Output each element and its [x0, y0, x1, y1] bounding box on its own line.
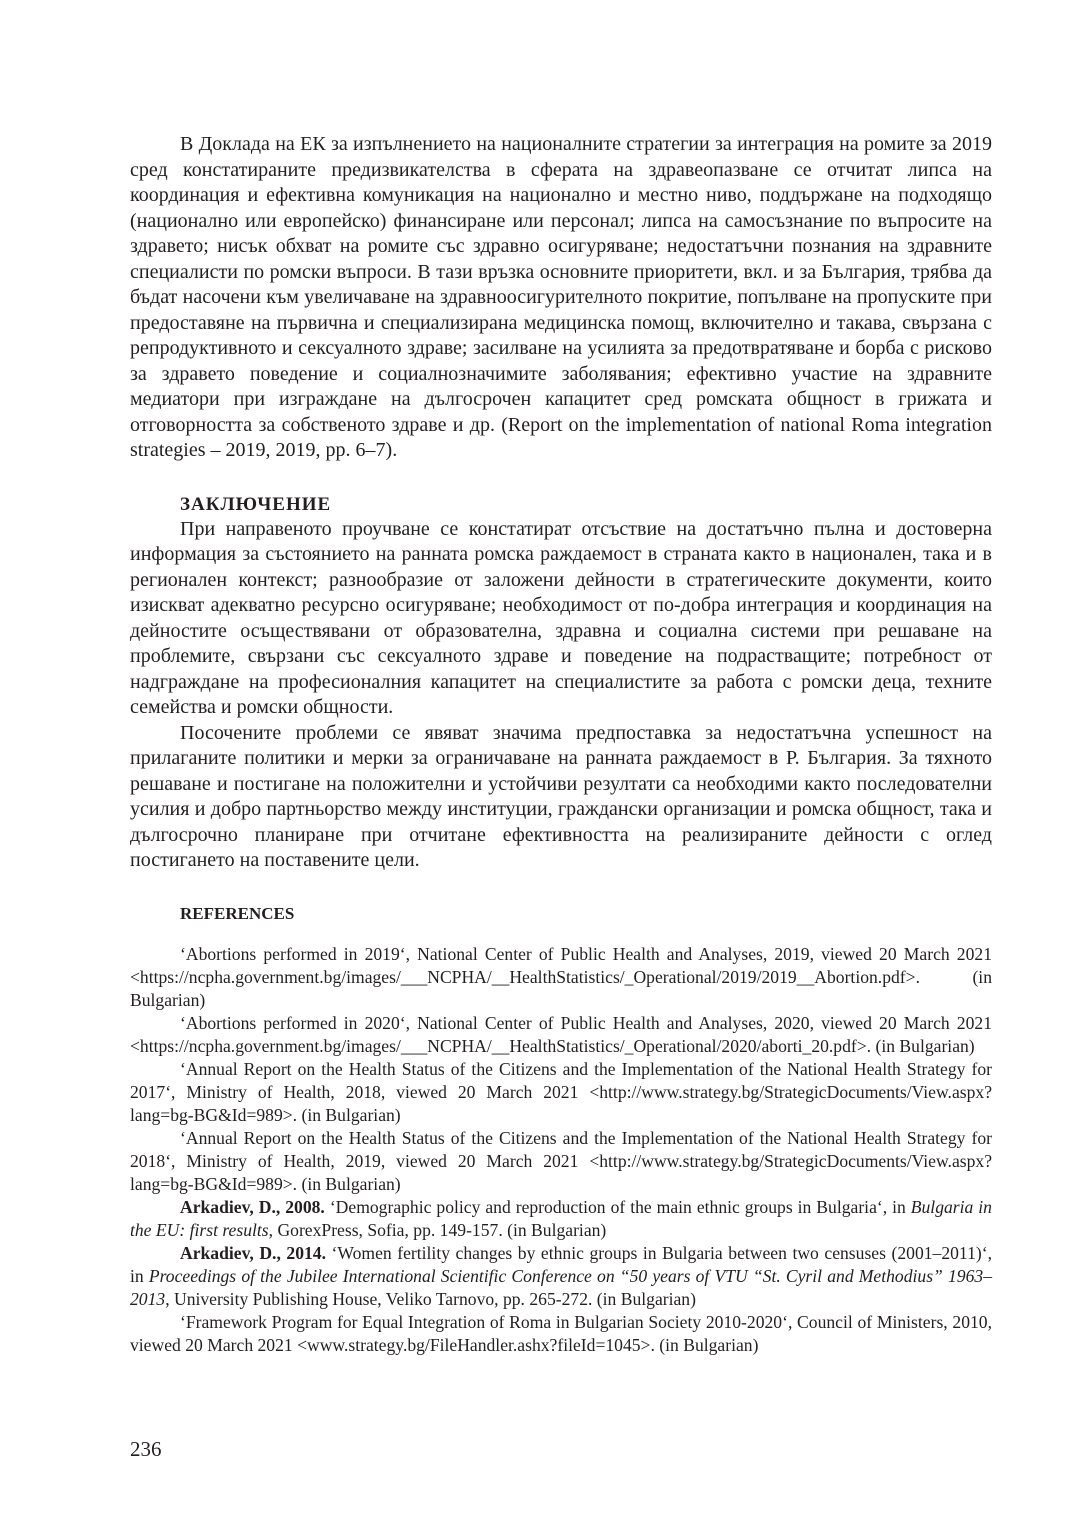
reference-source: Proceedings of the Jubilee International Scientific Conference on “50 years of VTU “St. Cyril and Methodius” 1963–2013 [130, 1265, 992, 1309]
reference-text: ‘Annual Report on the Health Status of the Citizens and the Implementation of the National Health Strategy for 2017‘, Ministry of Health, 2018, viewed 20 March 2021 <http://www.strategy.bg/StrategicDocuments/View.aspx?lang=bg-BG&Id=989>. (in Bulgarian) [130, 1058, 992, 1125]
reference-item [130, 943, 992, 1012]
page-content [130, 132, 992, 1357]
conclusion-paragraph-1: При направеното проучване се констатират отсъствие на достатъчно пълна и достоверна информация за състоянието на ранната ромска раждаемост в страната както в национален, така и в регионален контекст; разнообразие от заложени дейности в стратегическите документи, които изискват адекватно ресурсно осигуряване; необходимост от по-добра интеграция и координация на дейностите осъществявани от образователна, здравна и социална системи при решаване на проблемите, свързани със сексуалното здраве и поведение на подрастващите; потребност от надграждане на професионалния капацитет на специалистите за работа с ромски деца, техните семейства и ромски общности. [130, 517, 992, 718]
reference-text: ‘Annual Report on the Health Status of the Citizens and the Implementation of the National Health Strategy for 2018‘, Ministry of Health, 2019, viewed 20 March 2021 <http://www.strategy.bg/StrategicDocuments/View.aspx?lang=bg-BG&Id=989>. (in Bulgarian) [130, 1127, 992, 1194]
reference-author: Arkadiev, D., 2014. [180, 1242, 326, 1263]
reference-item [130, 1012, 992, 1058]
conclusion-paragraph-2: Посочените проблеми се явяват значима предпоставка за недостатъчна успешност на прилаганите политики и мерки за ограничаване на ранната раждаемост в Р. България. За тяхното решаване и постигане на положителни и устойчиви резултати са необходими както последователни усилия и добро партньорство между институции, граждански организации и ромска общност, така и дългосрочно планиране при отчитане ефективността на реализираните дейности с оглед постигането на поставените цели. [130, 721, 992, 871]
references-list [130, 943, 992, 1357]
reference-item [130, 1196, 992, 1242]
reference-text-end: , GorexPress, Sofia, pp. 149-157. (in Bulgarian) [268, 1219, 607, 1240]
reference-text: ‘Framework Program for Equal Integration of Roma in Bulgarian Society 2010-2020‘, Council of Ministers, 2010, viewed 20 March 2021 <www.strategy.bg/FileHandler.ashx?fileId=1045>. (in Bulgarian) [130, 1311, 992, 1355]
conclusion-heading: ЗАКЛЮЧЕНИЕ [180, 493, 332, 515]
reference-source: Bulgaria in the EU: first results [130, 1196, 992, 1240]
reference-item [130, 1127, 992, 1196]
reference-text: ‘Women fertility changes by ethnic groups in Bulgaria between two censuses (2001–2011)‘, in [130, 1242, 992, 1286]
page-number: 236 [130, 1437, 162, 1461]
intro-paragraph: В Доклада на ЕК за изпълнението на националните стратегии за интеграция на ромите за 2019 сред констатираните предизвикателства в сферата на здравеопазване се отчитат липса на координация и ефективна комуникация на национално и местно ниво, поддържане на подходящо (национално или европейско) финансиране или персонал; липса на самосъзнание по въпросите на здравето; нисък обхват на ромите със здравно осигуряване; недостатъчни познания на здравните специалисти по ромски въпроси. В тази връзка основните приоритети, вкл. и за България, трябва да бъдат насочени към увеличаване на здравноосигурителното покритие, попълване на пропуските при предоставяне на първична и специализирана медицинска помощ, включително и такава, свързана с репродуктивното и сексуалното здраве; засилване на усилията за предотвратяване и борба с рисково за здравето поведение и социалнозначимите заболявания; ефективно участие на здравните медиатори при изграждане на дългосрочен капацитет сред ромската общност в грижата и отговорността за собственото здраве и др. (Report on the implementation of national Roma integration strategies – 2019, 2019, pp. 6–7). [130, 133, 992, 461]
reference-item [130, 1242, 992, 1311]
reference-text: ‘Abortions performed in 2019‘, National Center of Public Health and Analyses, 2019, viewed 20 March 2021 <https://ncpha.government.bg/images/___NCPHA/__HealthStatistics/_Operational/2019/2019__Abortion.pdf>. (in Bulgarian) [130, 943, 992, 1010]
reference-text-end: , University Publishing House, Veliko Tarnovo, pp. 265-272. (in Bulgarian) [165, 1288, 696, 1309]
reference-text: ‘Demographic policy and reproduction of the main ethnic groups in Bulgaria‘, in [324, 1196, 911, 1217]
reference-item [130, 1058, 992, 1127]
reference-item [130, 1311, 992, 1357]
reference-author: Arkadiev, D., 2008. [180, 1196, 325, 1217]
references-heading: REFERENCES [180, 903, 295, 923]
reference-text: ‘Abortions performed in 2020‘, National Center of Public Health and Analyses, 2020, viewed 20 March 2021 <https://ncpha.government.bg/images/___NCPHA/__HealthStatistics/_Operational/2020/aborti_20.pdf>. (in Bulgarian) [130, 1012, 992, 1056]
